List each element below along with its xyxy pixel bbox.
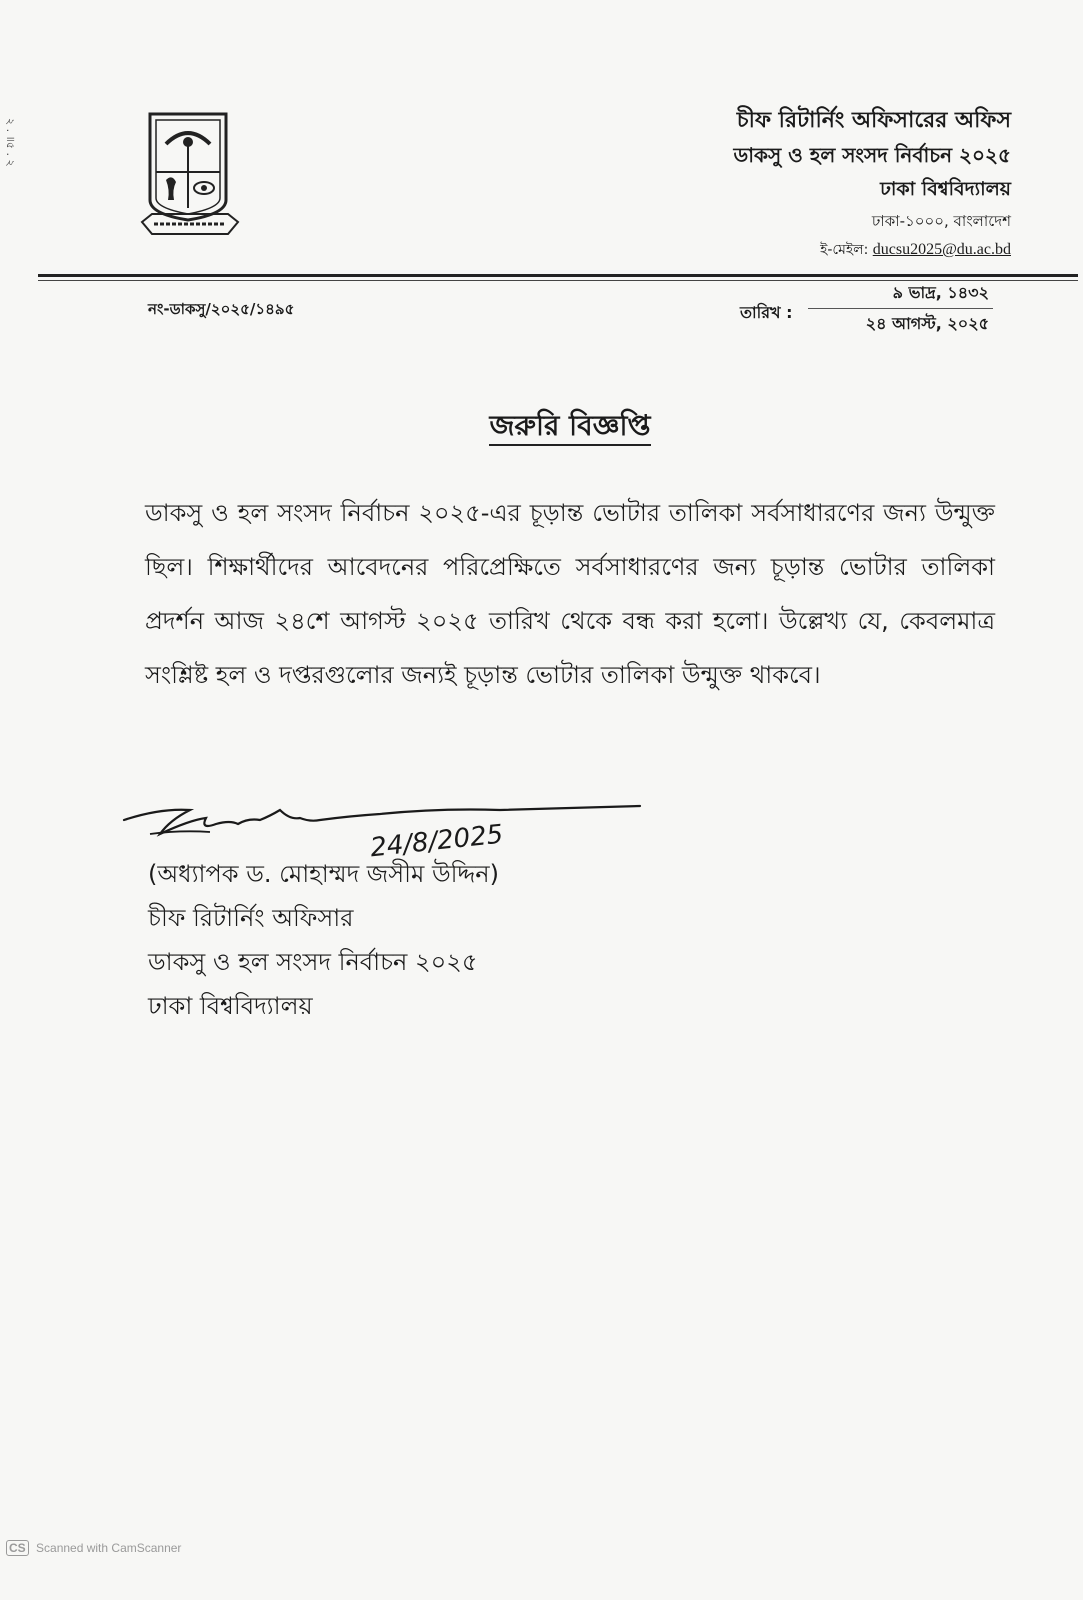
header-divider-thick [38, 274, 1078, 277]
signer-election: ডাকসু ও হল সংসদ নির্বাচন ২০২৫ [148, 948, 478, 976]
office-name: চীফ রিটার্নিং অফিসারের অফিস [736, 108, 1011, 133]
signature-date: 24/8/2025 [368, 819, 505, 864]
signer-name: (অধ্যাপক ড. মোহাম্মদ জসীম উদ্দিন) [148, 860, 499, 888]
scanner-watermark [6, 1540, 181, 1556]
university-logo [140, 110, 240, 242]
date-label: তারিখ : [740, 303, 793, 322]
signer-designation: চীফ রিটার্নিং অফিসার [148, 904, 354, 932]
letterhead [733, 104, 1011, 264]
election-name: ডাকসু ও হল সংসদ নির্বাচন ২০২৫ [733, 143, 1011, 167]
camscanner-icon: CS [6, 1540, 29, 1556]
email-label: ই-মেইল: [820, 242, 869, 258]
email-address[interactable]: ducsu2025@du.ac.bd [872, 241, 1011, 258]
signer-block [148, 852, 499, 1028]
scanner-text: Scanned with CamScanner [36, 1541, 182, 1555]
reference-number: নং-ডাকসু/২০২৫/১৪৯৫ [148, 300, 295, 318]
margin-notation: ২ . ॥৫ . ২ [4, 118, 17, 167]
notice-body: ডাকসু ও হল সংসদ নির্বাচন ২০২৫-এর চূড়ান্ত ভোটার তালিকা সর্বসাধারণের জন্য উন্মুক্ত ছিল। শিক্ষার্থীদের আবেদনের পরিপ্রেক্ষিতে সর্বসাধারণের জন্য চূড়ান্ত ভোটার তালিকা প্রদর্শন আজ ২৪শে আগস্ট ২০২৫ তারিখ থেকে বন্ধ করা হলো। উল্লেখ্য যে, কেবলমাত্র সংশ্লিষ্ট হল ও দপ্তরগুলোর জন্যই চূড়ান্ত ভোটার তালিকা উন্মুক্ত থাকবে। [145, 499, 995, 689]
university-name: ঢাকা বিশ্ববিদ্যালয় [880, 178, 1011, 200]
address: ঢাকা-১০০০, বাংলাদেশ [871, 212, 1011, 230]
date-block [808, 278, 993, 339]
notice-title [0, 404, 1083, 451]
email-line [733, 236, 1011, 264]
signer-university: ঢাকা বিশ্ববিদ্যালয় [148, 992, 313, 1020]
notice-title-text: জরুরি বিজ্ঞপ্তি [489, 409, 650, 446]
date-bangla: ৯ ভাদ্র, ১৪৩২ [808, 278, 993, 309]
date-english: ২৪ আগস্ট, ২০২৫ [865, 314, 989, 333]
